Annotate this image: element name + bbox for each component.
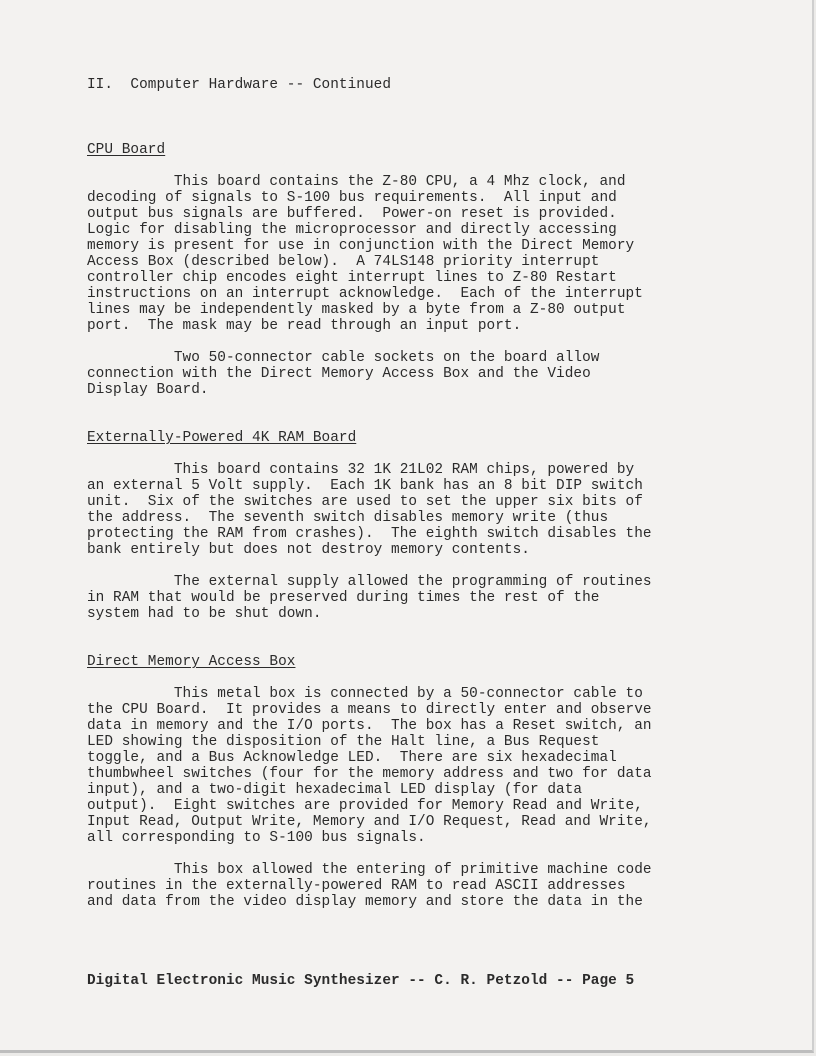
text-line: bank entirely but does not destroy memory contents. xyxy=(87,542,530,558)
text-line: instructions on an interrupt acknowledge. Each of the interrupt xyxy=(87,286,643,302)
text-line: Two 50-connector cable sockets on the board allow xyxy=(87,350,600,366)
text-line: connection with the Direct Memory Access Box and the Video xyxy=(87,366,591,382)
page-header: II. Computer Hardware -- Continued xyxy=(87,77,392,93)
text-line: all corresponding to S-100 bus signals. xyxy=(87,830,426,846)
text-line: in RAM that would be preserved during times the rest of the xyxy=(87,590,600,606)
text-line: unit. Six of the switches are used to set the upper six bits of xyxy=(87,494,643,510)
text-line: port. The mask may be read through an input port. xyxy=(87,318,522,334)
text-line: input), and a two-digit hexadecimal LED display (for data xyxy=(87,782,583,798)
text-line: lines may be independently masked by a byte from a Z-80 output xyxy=(87,302,626,318)
text-line: This box allowed the entering of primitive machine code xyxy=(87,862,652,878)
text-line: Display Board. xyxy=(87,382,209,398)
text-line: thumbwheel switches (four for the memory address and two for data xyxy=(87,766,652,782)
text-line: The external supply allowed the programming of routines xyxy=(87,574,652,590)
text-line: an external 5 Volt supply. Each 1K bank has an 8 bit DIP switch xyxy=(87,478,643,494)
text-line: toggle, and a Bus Acknowledge LED. There are six hexadecimal xyxy=(87,750,617,766)
section-heading-dma-box: Direct Memory Access Box xyxy=(87,654,296,670)
text-line: LED showing the disposition of the Halt line, a Bus Request xyxy=(87,734,600,750)
text-line: routines in the externally-powered RAM to read ASCII addresses xyxy=(87,878,626,894)
text-line: decoding of signals to S-100 bus requirements. All input and xyxy=(87,190,617,206)
text-line: This board contains the Z-80 CPU, a 4 Mhz clock, and xyxy=(87,174,626,190)
text-line: the address. The seventh switch disables memory write (thus xyxy=(87,510,609,526)
section-heading-cpu-board: CPU Board xyxy=(87,142,166,158)
text-line: Logic for disabling the microprocessor and directly accessing xyxy=(87,222,617,238)
text-line: This board contains 32 1K 21L02 RAM chips, powered by xyxy=(87,462,635,478)
text-line: Access Box (described below). A 74LS148 priority interrupt xyxy=(87,254,600,270)
page-footer: Digital Electronic Music Synthesizer -- C. R. Petzold -- Page 5 xyxy=(87,973,635,989)
text-line: system had to be shut down. xyxy=(87,606,322,622)
text-line: output bus signals are buffered. Power-on reset is provided. xyxy=(87,206,617,222)
text-line: output). Eight switches are provided for Memory Read and Write, xyxy=(87,798,643,814)
text-line: the CPU Board. It provides a means to directly enter and observe xyxy=(87,702,652,718)
text-line: memory is present for use in conjunction with the Direct Memory xyxy=(87,238,635,254)
section-heading-ram-board: Externally-Powered 4K RAM Board xyxy=(87,430,357,446)
text-line: protecting the RAM from crashes). The eighth switch disables the xyxy=(87,526,652,542)
text-line: controller chip encodes eight interrupt lines to Z-80 Restart xyxy=(87,270,617,286)
text-line: data in memory and the I/O ports. The box has a Reset switch, an xyxy=(87,718,652,734)
text-line: Input Read, Output Write, Memory and I/O Request, Read and Write, xyxy=(87,814,652,830)
text-line: and data from the video display memory and store the data in the xyxy=(87,894,643,910)
text-line: This metal box is connected by a 50-connector cable to xyxy=(87,686,643,702)
